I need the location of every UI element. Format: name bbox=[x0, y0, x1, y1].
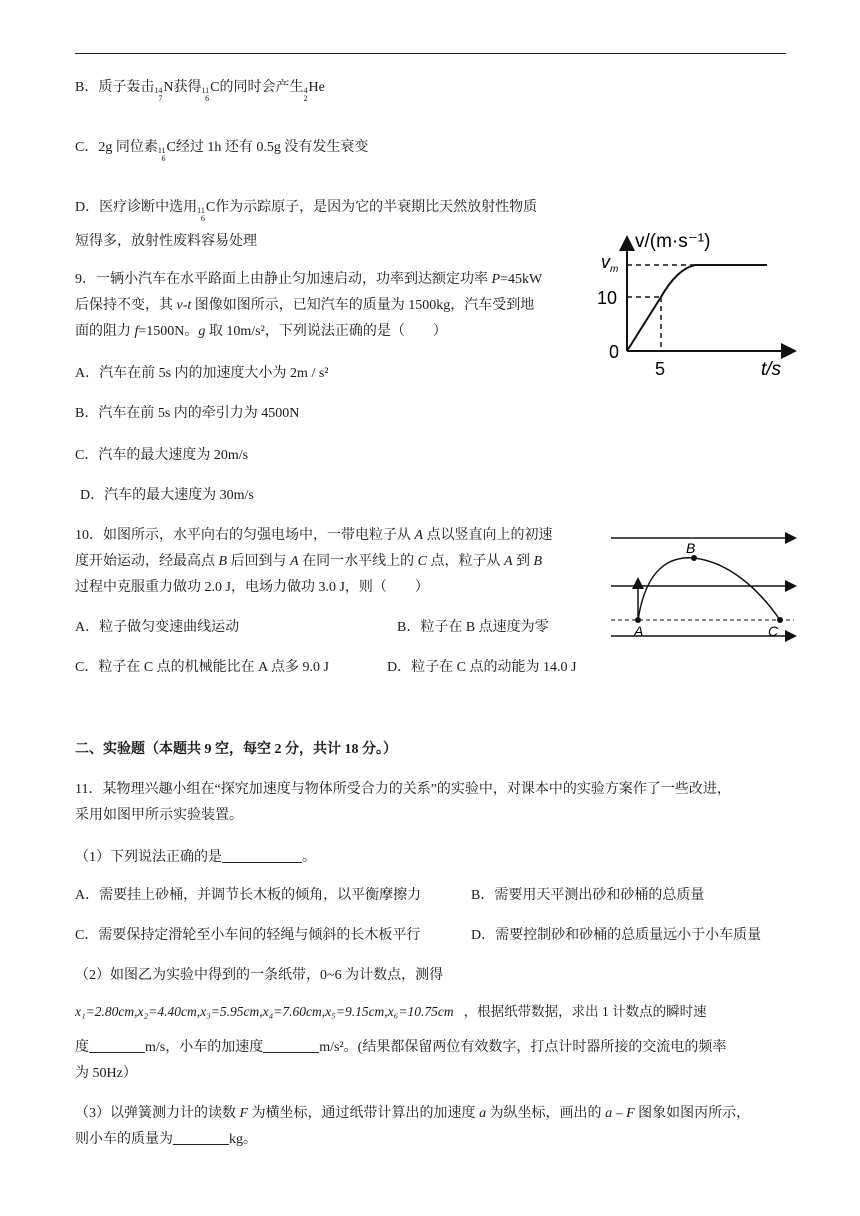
nuclide-n14: 14 7 N bbox=[154, 80, 174, 103]
q8-option-d[interactable] bbox=[75, 198, 537, 223]
q11-stem-line2: 采用如图甲所示实验装置。 bbox=[75, 808, 243, 823]
v-axis-label: v/(m·s⁻¹) bbox=[635, 231, 711, 252]
nuclide-c11: 11 6 C bbox=[201, 80, 220, 103]
q8c-text-2: 经过 1h 还有 0.5g 没有发生衰变 bbox=[175, 140, 369, 155]
q11-option-a[interactable]: A．需要挂上砂桶，并调节长木板的倾角，以平衡摩擦力 bbox=[75, 888, 422, 903]
q8b-text-2: 获得 bbox=[173, 80, 202, 95]
origin-label: 0 bbox=[609, 342, 620, 362]
q8d-text-1: D．医疗诊断中选用 bbox=[75, 200, 198, 215]
q9-option-c[interactable]: C．汽车的最大速度为 20m/s bbox=[75, 448, 249, 463]
q8d-text-2: 作为示踪原子，是因为它的半衰期比天然放射性物质 bbox=[215, 200, 538, 215]
answer-blank-1[interactable] bbox=[222, 848, 302, 863]
q11-option-c[interactable]: C．需要保持定滑轮至小车间的轻绳与倾斜的长木板平行 bbox=[75, 928, 421, 943]
vt-graph bbox=[595, 225, 805, 385]
nuclide-c11: 11 6 C bbox=[157, 140, 176, 163]
q8c-text-1: C．2g 同位素 bbox=[75, 140, 158, 155]
q11-stem-line1: 11．某物理兴趣小组在“探究加速度与物体所受合力的关系”的实验中，对课本中的实验方案作了一些改进， bbox=[75, 782, 731, 797]
q11-part2-data: x₁=2.80cm,x₂=4.40cm,x₃=5.95cm,x₄=7.60cm,x₅=9.15cm,x₆=10.75cm ，根据纸带数据，求出 1 计数点的瞬时速 bbox=[75, 1004, 707, 1019]
q8-option-c[interactable] bbox=[75, 138, 368, 163]
q11-option-d[interactable]: D．需要控制砂和砂桶的总质量远小于小车质量 bbox=[471, 928, 762, 943]
power-curve bbox=[661, 265, 767, 297]
nuclide-he4: 4 2 He bbox=[303, 80, 325, 103]
t-axis-label: t/s bbox=[761, 359, 782, 380]
answer-blank-3[interactable] bbox=[263, 1038, 319, 1053]
q11-part3: （3）以弹簧测力计的读数 F 为横坐标，通过纸带计算出的加速度 a 为纵坐标，画出的 a – F 图象如图丙所示， bbox=[75, 1106, 751, 1121]
label-a: A bbox=[634, 623, 644, 639]
header-rule bbox=[75, 53, 786, 54]
label-c: C bbox=[768, 623, 779, 639]
q9-stem-line2: 后保持不变，其 v-t 图像如图所示，已知汽车的质量为 1500kg，汽车受到地 bbox=[75, 298, 535, 313]
q11-part2-line4: 为 50Hz） bbox=[75, 1066, 137, 1081]
q10-stem-line1: 10．如图所示，水平向右的匀强电场中，一带电粒子从 A 点以竖直向上的初速 bbox=[75, 528, 553, 543]
q10-option-c[interactable]: C．粒子在 C 点的机械能比在 A 点多 9.0 J bbox=[75, 660, 329, 675]
q9-option-a[interactable]: A．汽车在前 5s 内的加速度大小为 2m / s² bbox=[75, 366, 329, 381]
vm-label: $v_m$ bbox=[601, 252, 619, 275]
q11-part3-line2: 则小车的质量为 kg。 bbox=[75, 1132, 257, 1147]
accel-line bbox=[627, 297, 661, 351]
answer-blank-2[interactable] bbox=[89, 1038, 145, 1053]
q9-option-b[interactable]: B．汽车在前 5s 内的牵引力为 4500N bbox=[75, 406, 300, 421]
q8b-text-1: B．质子轰击 bbox=[75, 80, 155, 95]
answer-blank-4[interactable] bbox=[173, 1130, 229, 1145]
field-figure bbox=[608, 528, 803, 646]
q10-stem-line3: 过程中克服重力做功 2.0 J，电场力做功 3.0 J，则（ ） bbox=[75, 580, 429, 595]
q10-stem-line2: 度开始运动，经最高点 B 后回到与 A 在同一水平线上的 C 点，粒子从 A 到 B bbox=[75, 554, 543, 569]
q10-option-d[interactable]: D．粒子在 C 点的动能为 14.0 J bbox=[387, 660, 577, 675]
section-2-title: 二、实验题（本题共 9 空，每空 2 分，共计 18 分。） bbox=[75, 742, 397, 757]
q9-stem-line3: 面的阻力 f=1500N。g 取 10m/s²，下列说法正确的是（ ） bbox=[75, 324, 447, 339]
q10-option-a[interactable]: A．粒子做匀变速曲线运动 bbox=[75, 620, 240, 635]
q11-part2: （2）如图乙为实验中得到的一条纸带，0~6 为计数点，测得 bbox=[75, 968, 444, 983]
t5-label: 5 bbox=[655, 359, 666, 379]
q8-option-d-line2: 短得多，放射性废料容易处理 bbox=[75, 234, 257, 249]
q11-option-b[interactable]: B．需要用天平测出砂和砂桶的总质量 bbox=[471, 888, 705, 903]
label-b: B bbox=[686, 540, 696, 556]
v10-label: 10 bbox=[597, 288, 618, 308]
q10-option-b[interactable]: B．粒子在 B 点速度为零 bbox=[397, 620, 549, 635]
q9-option-d[interactable]: D．汽车的最大速度为 30m/s bbox=[80, 488, 254, 503]
q8-option-b[interactable] bbox=[75, 78, 325, 103]
q9-stem-line1: 9．一辆小汽车在水平路面上由静止匀加速启动，功率到达额定功率 P=45kW bbox=[75, 272, 543, 287]
q8b-text-3: 的同时会产生 bbox=[219, 80, 304, 95]
q11-part1: （1）下列说法正确的是 。 bbox=[75, 850, 316, 865]
trajectory bbox=[638, 558, 780, 620]
nuclide-c11: 11 6 C bbox=[197, 200, 216, 223]
q11-part2-line3: 度 m/s，小车的加速度 m/s²。(结果都保留两位有效数字，打点计时器所接的交流电的频率 bbox=[75, 1040, 727, 1055]
